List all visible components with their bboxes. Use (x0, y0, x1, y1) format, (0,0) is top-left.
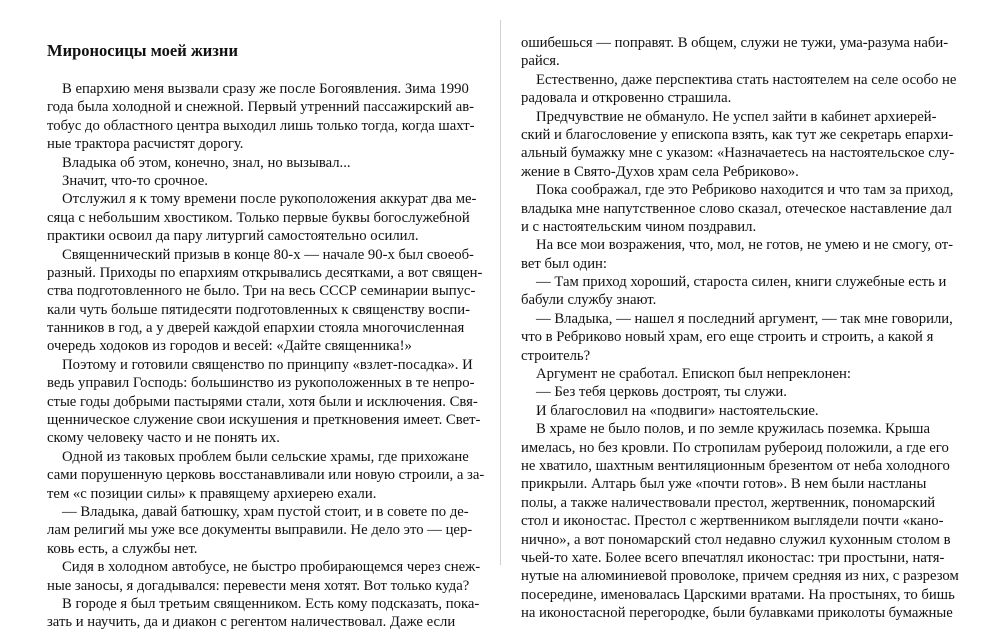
text-line: нично», а вот пономарский стол недавно служил кухонным столом в (521, 531, 951, 548)
chapter-title: Мироносицы моей жизни (47, 41, 238, 60)
page-divider (500, 20, 501, 565)
text-line: владыка мне напутственное слово сказал, отеческое наставление дал (521, 200, 952, 217)
text-line: щенническое служение свои искушения и преткновения имеет. Свет- (47, 412, 481, 429)
text-line: Аргумент не сработал. Епископ был непреклонен: (536, 366, 851, 383)
text-line: имелась, но без кровли. По стропилам рубероид положили, а где его (521, 439, 949, 456)
text-line: Владыка об этом, конечно, знал, но вызывал... (62, 154, 351, 171)
text-line: жение в Свято-Духов храм села Ребриково». (521, 163, 799, 180)
text-line: полы, а также наличествовали престол, жертвенник, пономарский (521, 494, 936, 511)
text-line: сяца с небольшим хвостиком. Только первые буквы богослужебной (47, 209, 470, 226)
text-line: Поэтому и готовили священство по принципу «взлет-посадка». И (62, 356, 473, 373)
text-line: не хватило, шахтным вентиляционным брезентом от неба холодного (521, 457, 950, 474)
text-line: стол и иконостас. Престол с жертвенником выглядели почти «кано- (521, 513, 944, 530)
text-line: В храме не было полов, и по земле кружилась поземка. Крыша (536, 421, 931, 438)
text-line: На все мои возражения, что, мол, не готов, не умею и не смогу, от- (536, 237, 954, 254)
text-line: тобус до областного центра выходил лишь только тогда, когда шахт- (47, 117, 475, 134)
text-line: ошибешься — поправят. В общем, служи не тужи, ума-разума наби- (521, 35, 949, 51)
text-line: Естественно, даже перспектива стать настоятелем на селе особо не (536, 71, 957, 88)
text-line: ства подготовленного не было. Три на весь СССР семинарии выпус- (47, 283, 476, 300)
left-page (47, 0, 485, 631)
right-page (521, 0, 959, 622)
text-line: стые годы добрыми пастырями стали, хотя были и исключения. Свя- (47, 393, 478, 410)
text-line: альный бумажку мне с указом: «Назначаетесь на настоятельское слу- (521, 145, 955, 162)
text-line: нутые на алюминиевой проволоке, причем средняя из них, с разрезом (521, 568, 959, 585)
text-line: чьей-то хате. Более всего впечатлял иконостас: три простыни, натя- (521, 549, 945, 566)
text-line: лам религий мы уже все документы выправили. Не дело это — цер- (47, 522, 473, 539)
text-line: скому человеку часто и не понять их. (47, 430, 280, 447)
text-line: сами порушенную церковь восстанавливали или новую строили, а за- (47, 467, 485, 484)
text-line: танников в год, а у дверей каждой епархии стояла многочисленная (47, 320, 465, 337)
text-line: — Владыка, давай батюшку, храм пустой стоит, и в совете по де- (62, 503, 469, 520)
text-line: райся. (521, 53, 560, 70)
text-line: радовала и откровенно страшила. (521, 90, 732, 107)
text-line: Значит, что-то срочное. (62, 172, 208, 189)
text-line: — Без тебя церковь достроят, ты служи. (536, 384, 787, 401)
text-line: очередь ходоков из городов и весей: «Дайте священника!» (47, 338, 412, 355)
right-page-text (521, 34, 957, 623)
text-line: — Там приход хороший, староста силен, книги служебные есть и (536, 274, 947, 291)
text-line: зать и научить, да и диакон с регентом наличествовал. Даже если (47, 614, 456, 631)
text-line: И благословил на «подвиги» настоятельские. (536, 402, 819, 419)
text-line: года была холодной и снежной. Первый утренний пассажирский ав- (47, 99, 475, 116)
left-page-text (47, 80, 485, 632)
text-line: ные заносы, я догадывался: перевести меня хотят. Вот только куда? (47, 577, 470, 594)
text-line: В городе я был третьим священником. Есть кому подсказать, пока- (62, 595, 480, 612)
text-line: В епархию меня вызвали сразу же после Богоявления. Зима 1990 (62, 81, 469, 97)
text-line: посередине, именовалась Царскими вратами. На простынях, то бишь (521, 586, 955, 603)
text-line: Священнический призыв в конце 80-х — начале 90-х был своеоб- (62, 246, 474, 263)
text-line: на иконостасной перегородке, были булавками приколоты бумажные (521, 605, 953, 622)
text-line: практики освоил да пару литургий самостоятельно осилил. (47, 228, 419, 245)
text-line: кали чуть больше пятидесяти подготовленных к священству воспи- (47, 301, 470, 318)
text-line: Отслужил я к тому времени после рукоположения аккурат два ме- (62, 191, 477, 208)
text-line: строитель? (521, 347, 591, 364)
text-line: — Владыка, — нашел я последний аргумент, — так мне говорили, (536, 310, 953, 327)
text-line: тем «с позиции силы» к правящему архиерею ехали. (47, 485, 377, 502)
text-line: Пока соображал, где это Ребриково находится и что там за приход, (536, 182, 954, 199)
text-line: разный. Приходы по епархиям открывались десятками, а вот священ- (47, 264, 483, 281)
text-line: Сидя в холодном автобусе, не быстро пробирающемся через снеж- (62, 559, 481, 576)
text-line: прикрыли. Алтарь был уже «почти готов». В нем были настланы (521, 476, 927, 493)
text-line: ский и благословение у епископа взять, как тут же секретарь епархи- (521, 126, 954, 143)
text-line: Предчувствие не обмануло. Не успел зайти в кабинет архиерей- (536, 108, 937, 125)
text-line: бабули службу знают. (521, 292, 657, 309)
text-line: ные трактора расчистят дорогу. (47, 136, 244, 153)
text-line: ковь есть, а службы нет. (47, 540, 198, 557)
text-line: ведь управил Господь: большинство из рукоположенных в те непро- (47, 375, 475, 392)
text-line: и с настоятельским чином поздравил. (521, 218, 757, 235)
text-line: вет был один: (521, 255, 607, 272)
text-line: Одной из таковых проблем были сельские храмы, где прихожане (62, 448, 469, 465)
text-line: что в Ребриково новый храм, его еще строить и строить, а какой я (521, 329, 934, 346)
